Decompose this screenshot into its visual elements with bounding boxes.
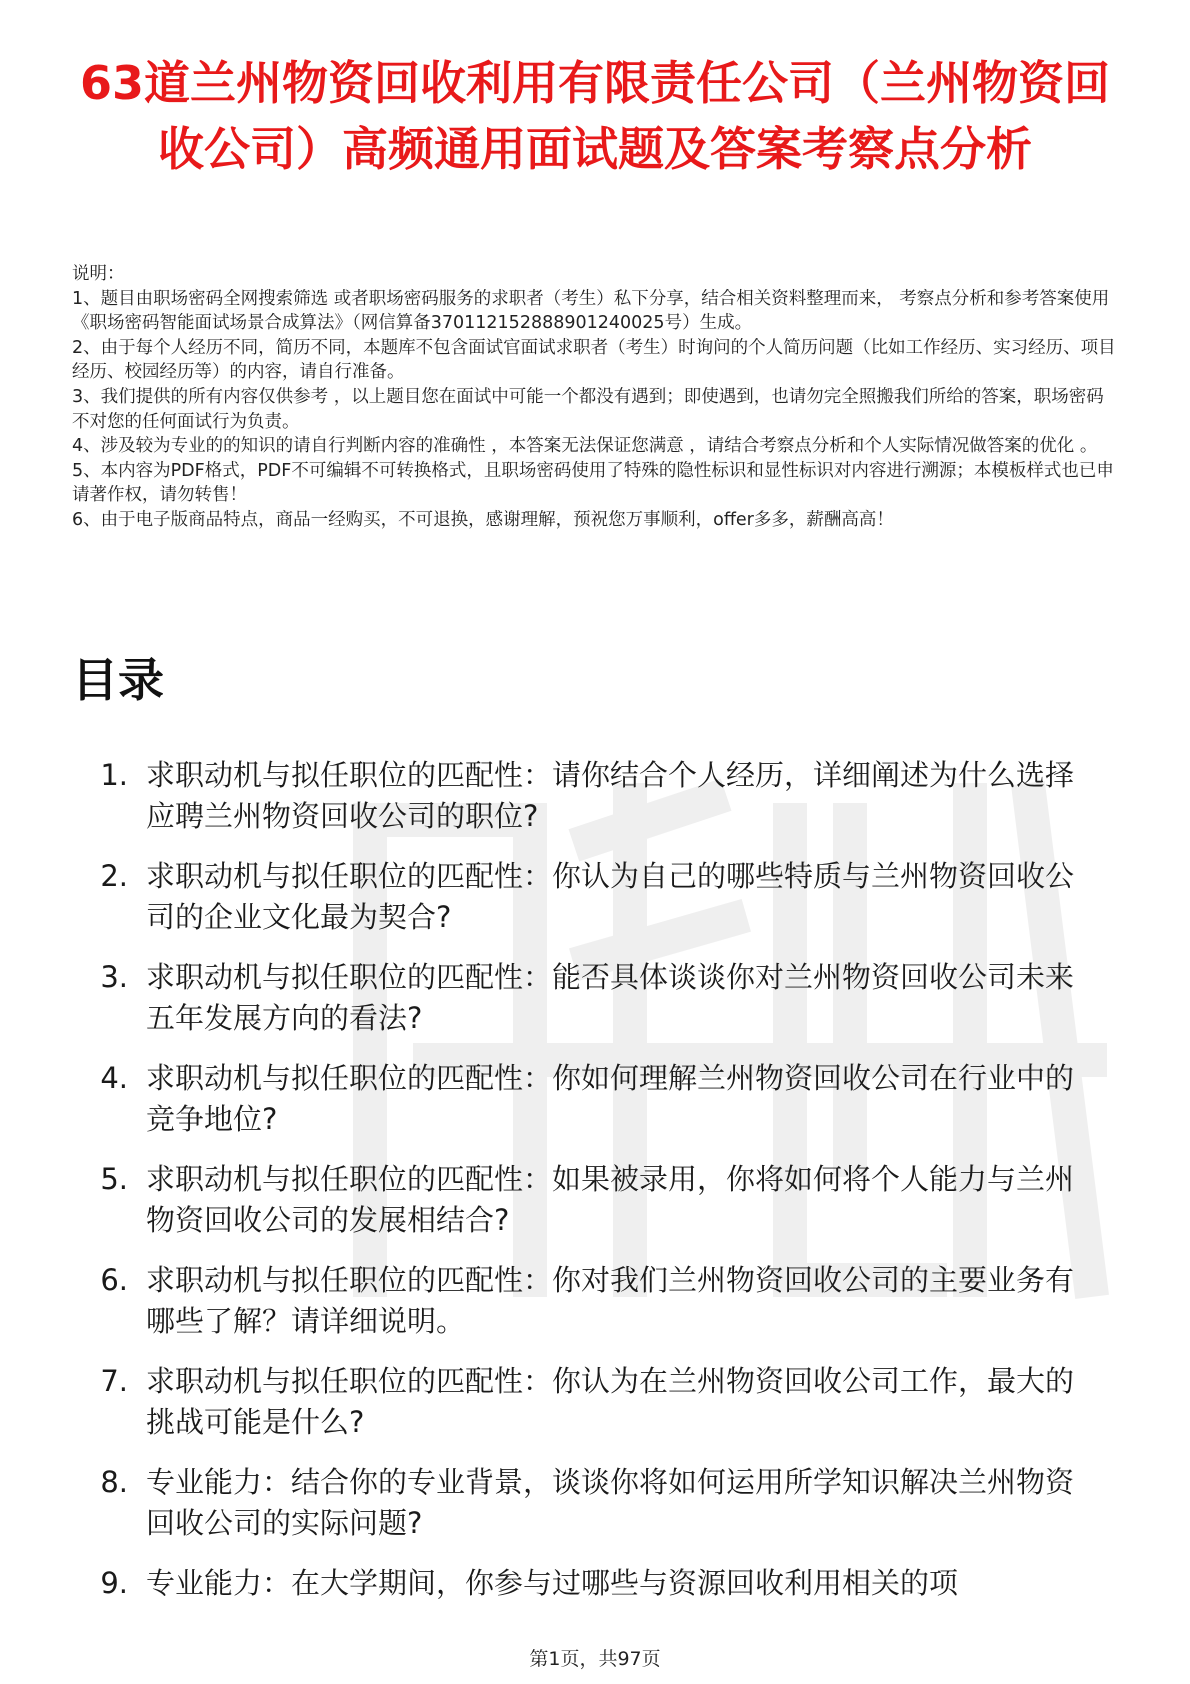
toc-heading: 目录 [72,653,164,707]
toc-item-link[interactable]: 求职动机与拟任职位的匹配性：能否具体谈谈你对兰州物资回收公司未来五年发展方向的看法? [146,960,1075,1035]
toc-item[interactable] [72,856,1112,938]
note-item: 2、由于每个人经历不同，简历不同，本题库不包含面试官面试求职者（考生）时询问的个人简历问题（比如工作经历、实习经历、项目经历、校园经历等）的内容，请自行准备。 [72,337,1116,383]
toc-item[interactable] [72,755,1112,837]
toc-item-number: 7. [100,1364,128,1398]
toc-item-link[interactable]: 专业能力：在大学期间，你参与过哪些与资源回收利用相关的项 [146,1566,959,1600]
toc-list [72,755,1112,1623]
document-title: 63道兰州物资回收利用有限责任公司（兰州物资回收公司）高频通用面试题及答案考察点分析 [79,56,1110,176]
toc-item[interactable] [72,957,1112,1039]
toc-item[interactable] [72,1058,1112,1140]
note-item: 3、我们提供的所有内容仅供参考 ，以上题目您在面试中可能一个都没有遇到；即使遇到，也请勿完全照搬我们所给的答案，职场密码不对您的任何面试行为负责。 [72,386,1104,432]
notes-section [72,262,1118,533]
note-item: 1、题目由职场密码全网搜索筛选 或者职场密码服务的求职者（考生）私下分享，结合相关资料整理而来， 考察点分析和参考答案使用《职场密码智能面试场景合成算法》（网信算备370112152888901240025号）生成。 [72,288,1110,334]
toc-item[interactable] [72,1361,1112,1443]
toc-item-number: 5. [100,1162,128,1196]
toc-item-number: 1. [100,758,128,792]
toc-item-number: 4. [100,1061,128,1095]
note-item: 5、本内容为PDF格式，PDF不可编辑不可转换格式，且职场密码使用了特殊的隐性标识和显性标识对内容进行溯源；本模板样式也已申请著作权，请勿转售！ [72,460,1114,506]
toc-item-link[interactable]: 求职动机与拟任职位的匹配性：你如何理解兰州物资回收公司在行业中的竞争地位? [146,1061,1075,1136]
toc-item[interactable] [72,1260,1112,1342]
toc-item[interactable] [72,1563,1112,1604]
toc-item-number: 8. [100,1465,128,1499]
note-item: 4、涉及较为专业的的知识的请自行判断内容的准确性 ，本答案无法保证您满意 ，请结合考察点分析和个人实际情况做答案的优化 。 [72,436,1098,457]
page-footer: 第1页，共97页 [529,1648,661,1670]
toc-item-link[interactable]: 求职动机与拟任职位的匹配性：如果被录用，你将如何将个人能力与兰州物资回收公司的发展相结合? [146,1162,1075,1237]
note-item: 6、由于电子版商品特点，商品一经购买，不可退换，感谢理解，预祝您万事顺利，offer多多，薪酬高高！ [72,509,894,530]
toc-item-number: 9. [100,1566,128,1600]
toc-item-number: 2. [100,859,128,893]
toc-item[interactable] [72,1462,1112,1544]
toc-item-number: 3. [100,960,128,994]
notes-heading: 说明： [72,264,125,284]
toc-item-link[interactable]: 求职动机与拟任职位的匹配性：请你结合个人经历，详细阐述为什么选择应聘兰州物资回收公司的职位? [146,758,1075,833]
toc-item-number: 6. [100,1263,128,1297]
toc-item-link[interactable]: 求职动机与拟任职位的匹配性：你对我们兰州物资回收公司的主要业务有哪些了解？请详细说明。 [146,1263,1075,1338]
toc-item-link[interactable]: 专业能力：结合你的专业背景，谈谈你将如何运用所学知识解决兰州物资回收公司的实际问题? [146,1465,1075,1540]
toc-item-link[interactable]: 求职动机与拟任职位的匹配性：你认为在兰州物资回收公司工作，最大的挑战可能是什么? [146,1364,1075,1439]
toc-item-link[interactable]: 求职动机与拟任职位的匹配性：你认为自己的哪些特质与兰州物资回收公司的企业文化最为契合? [146,859,1075,934]
toc-item[interactable] [72,1159,1112,1241]
